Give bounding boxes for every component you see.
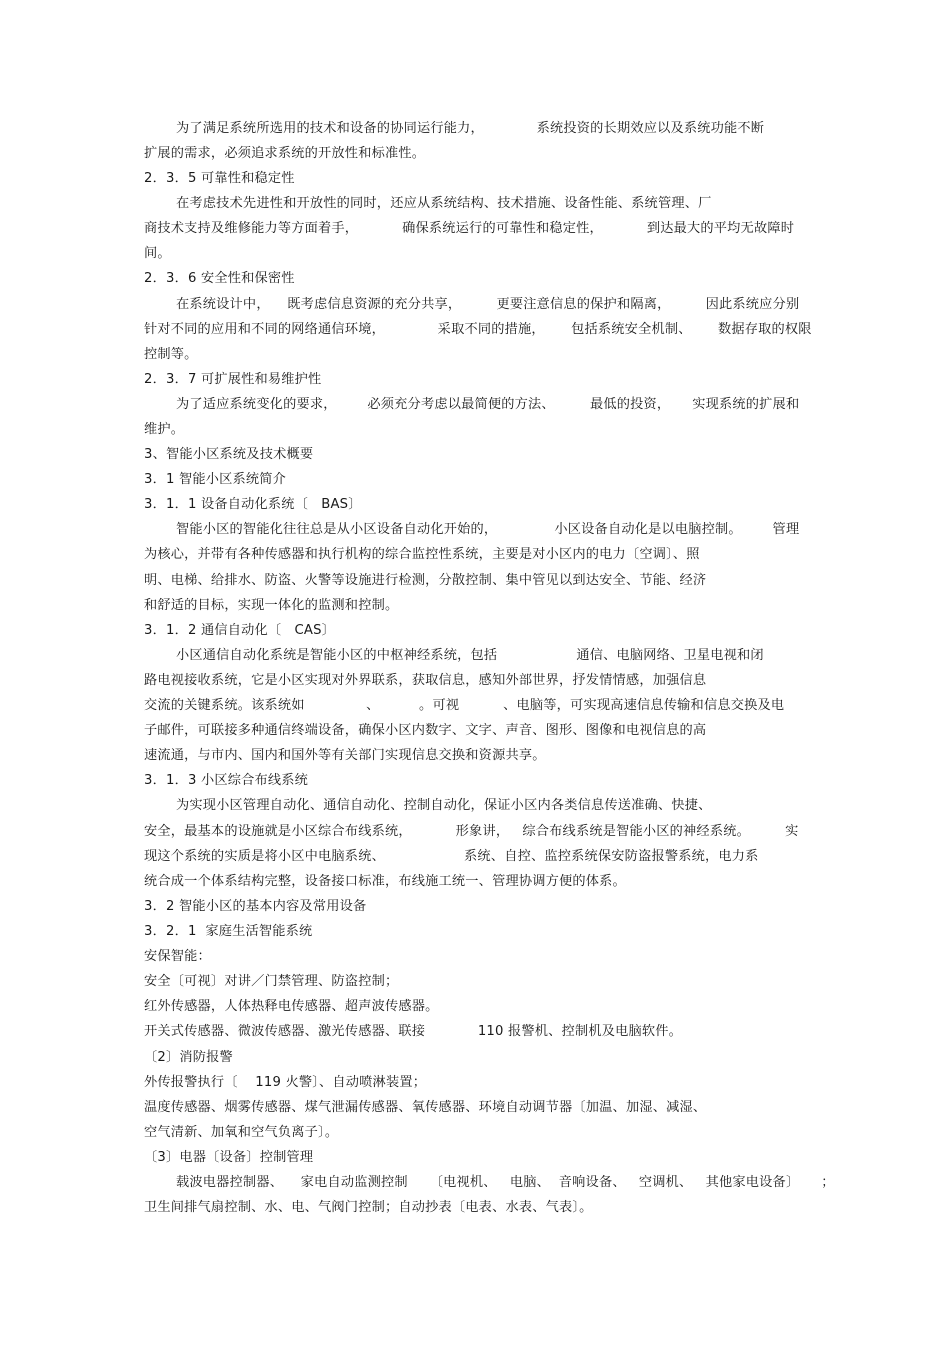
paragraph-line: 安全〔可视〕对讲／门禁管理、防盗控制； <box>144 974 399 989</box>
paragraph-line: 明、电梯、给排水、防盗、火警等设施进行检测，分散控制、集中管见以到达安全、节能、经济 <box>144 573 707 588</box>
paragraph-line: 针对不同的应用和不同的网络通信环境， 采取不同的措施， 包括系统安全机制、 数据存取的权限 <box>144 322 812 337</box>
paragraph-line: 空气清新、加氧和空气负离子〕。 <box>144 1125 339 1140</box>
paragraph-line: 红外传感器，人体热释电传感器、超声波传感器。 <box>144 999 439 1014</box>
paragraph-line: 控制等。 <box>144 347 198 362</box>
paragraph-line: 温度传感器、烟雾传感器、煤气泄漏传感器、氧传感器、环境自动调节器〔加温、加湿、减湿、 <box>144 1100 707 1115</box>
paragraph-line: 维护。 <box>144 422 185 437</box>
section-heading: 2．3．6 安全性和保密性 <box>144 271 295 286</box>
section-heading: 3．1．3 小区综合布线系统 <box>144 773 309 788</box>
paragraph-line: 和舒适的目标，实现一体化的监测和控制。 <box>144 598 399 613</box>
paragraph-line: 子邮件，可联接多种通信终端设备，确保小区内数字、文字、声音、图形、图像和电视信息的高 <box>144 723 707 738</box>
paragraph-line: 在系统设计中， 既考虑信息资源的充分共享， 更要注意信息的保护和隔离， 因此系统应分别 <box>176 297 800 312</box>
paragraph-line: 外传报警执行〔 119 火警〕、自动喷淋装置； <box>144 1075 427 1090</box>
section-heading: 2．3．5 可靠性和稳定性 <box>144 171 295 186</box>
section-heading: 2．3．7 可扩展性和易维护性 <box>144 372 322 387</box>
section-heading: 〔3〕电器〔设备〕控制管理 <box>144 1150 314 1165</box>
paragraph-line: 为实现小区管理自动化、通信自动化、控制自动化，保证小区内各类信息传送准确、快捷、 <box>176 798 712 813</box>
paragraph-line: 扩展的需求，必须追求系统的开放性和标准性。 <box>144 146 426 161</box>
section-heading: 3．2 智能小区的基本内容及常用设备 <box>144 899 367 914</box>
section-heading: 3．2．1 家庭生活智能系统 <box>144 924 313 939</box>
paragraph-line: 载波电器控制器、 家电自动监测控制 〔电视机、 电脑、 音响设备、 空调机、 其他家电设备〕 ； <box>176 1175 835 1190</box>
paragraph-line: 商技术支持及维修能力等方面着手， 确保系统运行的可靠性和稳定性， 到达最大的平均无故障时 <box>144 221 795 236</box>
paragraph-line: 安保智能： <box>144 949 211 964</box>
paragraph-line: 交流的关键系统。该系统如 、 。可视 、电脑等，可实现高速信息传输和信息交换及电 <box>144 698 785 713</box>
paragraph-line: 为了满足系统所选用的技术和设备的协同运行能力， 系统投资的长期效应以及系统功能不断 <box>176 121 765 136</box>
paragraph-line: 小区通信自动化系统是智能小区的中枢神经系统，包括 通信、电脑网络、卫星电视和闭 <box>176 648 764 663</box>
section-heading: 3．1．1 设备自动化系统〔 BAS〕 <box>144 497 362 512</box>
paragraph-line: 统合成一个体系结构完整，设备接口标准，布线施工统一、管理协调方便的体系。 <box>144 874 626 889</box>
section-heading: 3．1．2 通信自动化〔 CAS〕 <box>144 623 336 638</box>
section-heading: 〔2〕消防报警 <box>144 1050 233 1065</box>
paragraph-line: 在考虑技术先进性和开放性的同时，还应从系统结构、技术措施、设备性能、系统管理、厂 <box>176 196 712 211</box>
section-heading: 3．1 智能小区系统简介 <box>144 472 287 487</box>
paragraph-line: 开关式传感器、微波传感器、激光传感器、联接 110 报警机、控制机及电脑软件。 <box>144 1024 683 1039</box>
paragraph-line: 为了适应系统变化的要求， 必须充分考虑以最简便的方法、 最低的投资， 实现系统的扩展和 <box>176 397 800 412</box>
paragraph-line: 智能小区的智能化往往总是从小区设备自动化开始的， 小区设备自动化是以电脑控制。 管理 <box>176 522 800 537</box>
paragraph-line: 安全，最基本的设施就是小区综合布线系统， 形象讲， 综合布线系统是智能小区的神经系统。 实 <box>144 824 799 839</box>
paragraph-line: 间。 <box>144 246 171 261</box>
paragraph-line: 为核心，并带有各种传感器和执行机构的综合监控性系统，主要是对小区内的电力〔空调〕、照 <box>144 547 700 562</box>
paragraph-line: 现这个系统的实质是将小区中电脑系统、 系统、自控、监控系统保安防盗报警系统，电力系 <box>144 849 759 864</box>
paragraph-line: 速流通，与市内、国内和国外等有关部门实现信息交换和资源共享。 <box>144 748 546 763</box>
section-heading: 3、智能小区系统及技术概要 <box>144 447 314 462</box>
paragraph-line: 路电视接收系统，它是小区实现对外界联系，获取信息，感知外部世界，抒发情情感，加强信息 <box>144 673 707 688</box>
paragraph-line: 卫生间排气扇控制、水、电、气阀门控制；自动抄表〔电表、水表、气表〕。 <box>144 1200 593 1215</box>
